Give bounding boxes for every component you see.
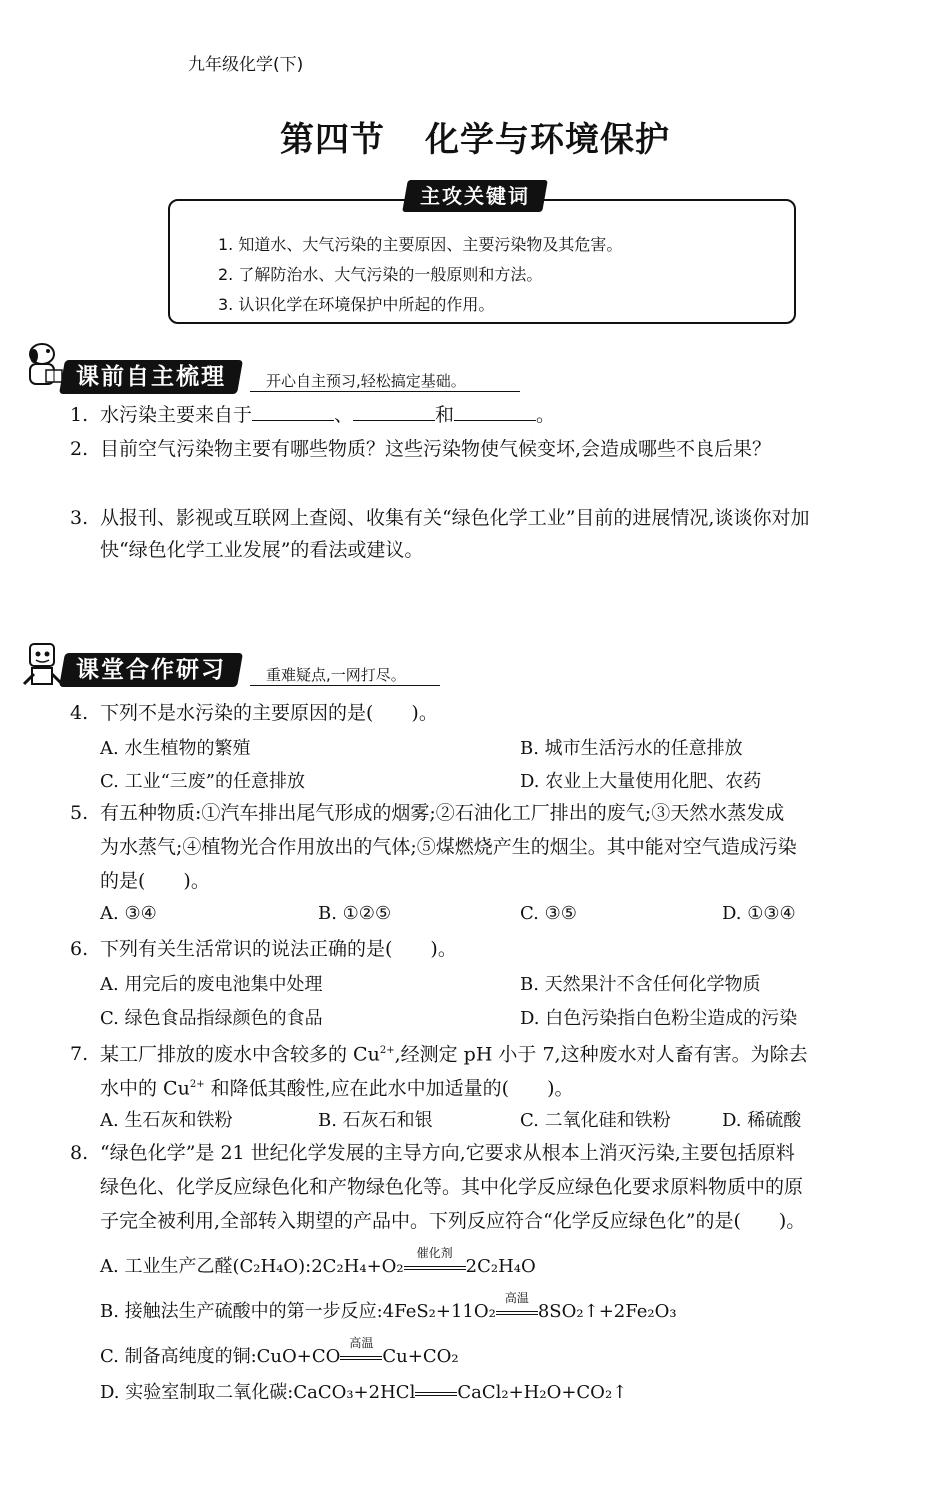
answer-blank[interactable] bbox=[353, 404, 435, 421]
option-b[interactable]: B. 天然果汁不含任何化学物质 bbox=[520, 974, 761, 995]
question-4: 4. 下列不是水污染的主要原因的是( )。 bbox=[70, 702, 438, 724]
section-underline bbox=[250, 685, 440, 686]
option-b[interactable]: B. ①②⑤ bbox=[318, 903, 392, 924]
option-c[interactable]: C. ③⑤ bbox=[520, 903, 577, 924]
keyword-item: 2. 了解防治水、大气污染的一般原则和方法。 bbox=[218, 265, 543, 284]
question-1: 1. 水污染主要来自于 、 和 。 bbox=[70, 404, 556, 426]
question-2: 2. 目前空气污染物主要有哪些物质？这些污染物使气候变坏,会造成哪些不良后果？ bbox=[70, 438, 772, 460]
question-8-cont: 子完全被利用,全部转入期望的产品中。下列反应符合“化学反应绿色化”的是( )。 bbox=[100, 1210, 806, 1232]
question-6: 6. 下列有关生活常识的说法正确的是( )。 bbox=[70, 938, 457, 960]
section-underline bbox=[250, 391, 520, 392]
question-3: 3. 从报刊、影视或互联网上查阅、收集有关“绿色化学工业”目前的进展情况,谈谈你对加 bbox=[70, 507, 810, 529]
page-header: 九年级化学(下) bbox=[188, 55, 304, 75]
option-b[interactable]: B. 接触法生产硫酸中的第一步反应:4FeS₂+11O₂ 高温 8SO₂↑+2Fe₂O₃ bbox=[100, 1291, 677, 1322]
reaction-arrow bbox=[415, 1390, 457, 1396]
question-3-cont: 快“绿色化学工业发展”的看法或建议。 bbox=[100, 539, 424, 561]
answer-blank[interactable] bbox=[454, 404, 536, 421]
question-7-cont: 水中的 $Cu^{2+}$ 和降低其酸性,应在此水中加适量的( )。 bbox=[100, 1077, 574, 1100]
section-subtitle-preview: 开心自主预习,轻松搞定基础。 bbox=[266, 372, 466, 390]
title-part1: 第四节 bbox=[280, 120, 385, 160]
question-8-cont: 绿色化、化学反应绿色化和产物绿色化等。其中化学反应绿色化要求原料物质中的原 bbox=[100, 1176, 804, 1198]
option-d[interactable]: D. 实验室制取二氧化碳:CaCO₃+2HCl CaCl₂+H₂O+CO₂↑ bbox=[100, 1382, 628, 1403]
option-d[interactable]: D. 农业上大量使用化肥、农药 bbox=[520, 771, 762, 792]
option-a[interactable]: A. 工业生产乙醛(C₂H₄O):2C₂H₄+O₂ 催化剂 2C₂H₄O bbox=[100, 1246, 536, 1277]
reaction-arrow: 催化剂 bbox=[404, 1264, 466, 1270]
section-title bbox=[0, 112, 950, 161]
reaction-arrow: 高温 bbox=[340, 1354, 382, 1360]
question-7: 7. 某工厂排放的废水中含较多的 $Cu^{2+}$,经测定 pH 小于 7,这种废水对人畜有害。为除去 bbox=[70, 1043, 808, 1066]
title-part2: 化学与环境保护 bbox=[425, 120, 670, 160]
section-subtitle-class: 重难疑点,一网打尽。 bbox=[266, 666, 406, 684]
option-a[interactable]: A. 生石灰和铁粉 bbox=[100, 1110, 233, 1131]
question-8: 8. “绿色化学”是 21 世纪化学发展的主导方向,它要求从根本上消灭污染,主要包括原料 bbox=[70, 1142, 795, 1164]
option-c[interactable]: C. 二氧化硅和铁粉 bbox=[520, 1110, 671, 1131]
option-d[interactable]: D. 白色污染指白色粉尘造成的污染 bbox=[520, 1008, 798, 1029]
option-d[interactable]: D. ①③④ bbox=[722, 903, 796, 924]
keywords-label: 主攻关键词 bbox=[402, 180, 548, 212]
option-d[interactable]: D. 稀硫酸 bbox=[722, 1110, 802, 1131]
option-c[interactable]: C. 绿色食品指绿颜色的食品 bbox=[100, 1008, 323, 1029]
option-a[interactable]: A. 用完后的废电池集中处理 bbox=[100, 974, 323, 995]
option-b[interactable]: B. 城市生活污水的任意排放 bbox=[520, 738, 743, 759]
option-a[interactable]: A. 水生植物的繁殖 bbox=[100, 738, 251, 759]
keyword-item: 3. 认识化学在环境保护中所起的作用。 bbox=[218, 295, 495, 314]
section-label-class: 课堂合作研习 bbox=[59, 653, 243, 687]
option-c[interactable]: C. 制备高纯度的铜:CuO+CO 高温 Cu+CO₂ bbox=[100, 1336, 459, 1367]
keyword-item: 1. 知道水、大气污染的主要原因、主要污染物及其危害。 bbox=[218, 235, 623, 254]
option-a[interactable]: A. ③④ bbox=[100, 903, 157, 924]
reaction-arrow: 高温 bbox=[496, 1309, 538, 1315]
answer-blank[interactable] bbox=[252, 404, 334, 421]
question-5: 5. 有五种物质:①汽车排出尾气形成的烟雾;②石油化工厂排出的废气;③天然水蒸发成 bbox=[70, 802, 785, 824]
question-5-cont: 的是( )。 bbox=[100, 870, 210, 892]
option-b[interactable]: B. 石灰石和银 bbox=[318, 1110, 433, 1131]
option-c[interactable]: C. 工业“三废”的任意排放 bbox=[100, 771, 305, 792]
section-label-preview: 课前自主梳理 bbox=[59, 360, 243, 394]
question-5-cont: 为水蒸气;④植物光合作用放出的气体;⑤煤燃烧产生的烟尘。其中能对空气造成污染 bbox=[100, 836, 797, 858]
